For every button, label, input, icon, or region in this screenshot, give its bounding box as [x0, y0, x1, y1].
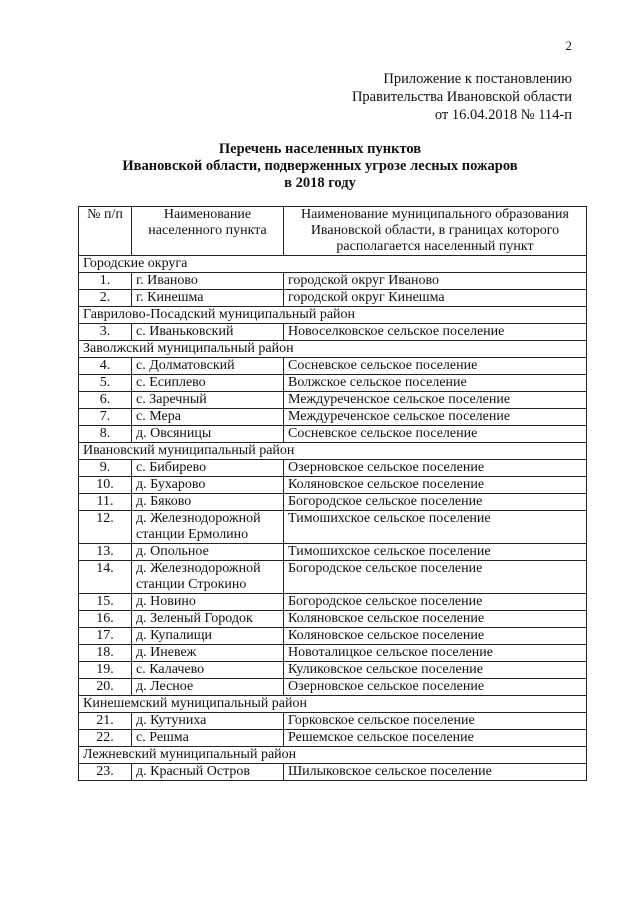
table-section-row: [79, 256, 587, 273]
municipality-name: Междуреченское сельское поселение: [284, 392, 587, 409]
municipality-name: Коляновское сельское поселение: [284, 611, 587, 628]
municipality-name: Горковское сельское поселение: [284, 713, 587, 730]
settlement-name: д. Бухарово: [132, 477, 284, 494]
table-section-row: [79, 443, 587, 460]
table-header-row: [79, 207, 587, 256]
table-row: [79, 679, 587, 696]
settlement-name: д. Лесное: [132, 679, 284, 696]
table-row: [79, 645, 587, 662]
municipality-name: Междуреченское сельское поселение: [284, 409, 587, 426]
page-number: 2: [565, 38, 572, 53]
table-row: [79, 273, 587, 290]
settlement-name: г. Иваново: [132, 273, 284, 290]
table-row: [79, 628, 587, 645]
approval-line: от 16.04.2018 № 114-п: [434, 107, 572, 123]
settlement-name: д. Красный Остров: [132, 764, 284, 781]
section-label: Гаврилово-Посадский муниципальный район: [79, 307, 587, 324]
title-line: Перечень населенных пунктов: [218, 141, 422, 157]
row-number: 8.: [79, 426, 132, 443]
row-number: 20.: [79, 679, 132, 696]
settlement-name: д. Железнодорожной станции Ермолино: [132, 511, 284, 544]
municipality-name: Волжское сельское поселение: [284, 375, 587, 392]
row-number: 15.: [79, 594, 132, 611]
table-row: [79, 392, 587, 409]
table-row: [79, 494, 587, 511]
table-row: [79, 290, 587, 307]
municipality-name: Сосневское сельское поселение: [284, 358, 587, 375]
table-row: [79, 477, 587, 494]
table-section-row: [79, 747, 587, 764]
settlement-name: с. Есиплево: [132, 375, 284, 392]
row-number: 18.: [79, 645, 132, 662]
row-number: 16.: [79, 611, 132, 628]
settlement-name: с. Бибирево: [132, 460, 284, 477]
table-row: [79, 561, 587, 594]
settlement-name: г. Кинешма: [132, 290, 284, 307]
section-label: Кинешемский муниципальный район: [79, 696, 587, 713]
row-number: 3.: [79, 324, 132, 341]
municipality-name: Тимошихское сельское поселение: [284, 544, 587, 561]
table-row: [79, 594, 587, 611]
table-section-row: [79, 341, 587, 358]
row-number: 13.: [79, 544, 132, 561]
row-number: 4.: [79, 358, 132, 375]
table-section-row: [79, 307, 587, 324]
title-line: в 2018 году: [284, 175, 356, 191]
municipality-name: Богородское сельское поселение: [284, 594, 587, 611]
row-number: 17.: [79, 628, 132, 645]
settlement-name: д. Кутуниха: [132, 713, 284, 730]
municipality-name: Новоталицкое сельское поселение: [284, 645, 587, 662]
section-label: Заволжский муниципальный район: [79, 341, 587, 358]
row-number: 14.: [79, 561, 132, 594]
table-section-row: [79, 696, 587, 713]
table-row: [79, 730, 587, 747]
settlement-name: с. Решма: [132, 730, 284, 747]
row-number: 21.: [79, 713, 132, 730]
approval-line: Приложение к постановлению: [383, 71, 572, 87]
row-number: 2.: [79, 290, 132, 307]
municipality-name: Коляновское сельское поселение: [284, 477, 587, 494]
row-number: 1.: [79, 273, 132, 290]
row-number: 23.: [79, 764, 132, 781]
row-number: 12.: [79, 511, 132, 544]
document-title: [0, 141, 640, 192]
settlement-name: д. Новино: [132, 594, 284, 611]
row-number: 6.: [79, 392, 132, 409]
table-row: [79, 713, 587, 730]
settlement-name: с. Калачево: [132, 662, 284, 679]
section-label: Городские округа: [79, 256, 587, 273]
settlement-name: с. Иваньковский: [132, 324, 284, 341]
table-row: [79, 764, 587, 781]
approval-block: [352, 70, 572, 124]
table-row: [79, 375, 587, 392]
settlement-name: д. Купалищи: [132, 628, 284, 645]
municipality-name: Коляновское сельское поселение: [284, 628, 587, 645]
table-row: [79, 324, 587, 341]
section-label: Ивановский муниципальный район: [79, 443, 587, 460]
approval-line: Правительства Ивановской области: [351, 89, 572, 105]
section-label: Лежневский муниципальный район: [79, 747, 587, 764]
municipality-name: Новоселковское сельское поселение: [284, 324, 587, 341]
row-number: 22.: [79, 730, 132, 747]
row-number: 19.: [79, 662, 132, 679]
municipality-name: Богородское сельское поселение: [284, 494, 587, 511]
row-number: 10.: [79, 477, 132, 494]
title-line: Ивановской области, подверженных угрозе лесных пожаров: [122, 158, 518, 174]
row-number: 11.: [79, 494, 132, 511]
settlement-name: д. Бяково: [132, 494, 284, 511]
row-number: 7.: [79, 409, 132, 426]
settlement-name: д. Зеленый Городок: [132, 611, 284, 628]
municipality-name: Решемское сельское поселение: [284, 730, 587, 747]
municipality-name: Тимошихское сельское поселение: [284, 511, 587, 544]
table-row: [79, 460, 587, 477]
table-row: [79, 611, 587, 628]
row-number: 5.: [79, 375, 132, 392]
table-row: [79, 426, 587, 443]
table-row: [79, 511, 587, 544]
settlement-name: с. Мера: [132, 409, 284, 426]
table-body: [79, 256, 587, 781]
municipality-name: Богородское сельское поселение: [284, 561, 587, 594]
table-row: [79, 544, 587, 561]
municipality-name: Шилыковское сельское поселение: [284, 764, 587, 781]
table-row: [79, 358, 587, 375]
municipality-name: Озерновское сельское поселение: [284, 460, 587, 477]
row-number: 9.: [79, 460, 132, 477]
municipality-name: Куликовское сельское поселение: [284, 662, 587, 679]
settlement-name: д. Овсяницы: [132, 426, 284, 443]
header-municipality: Наименование муниципального образования Ивановской области, в границах которого располагается населенный пункт: [284, 207, 587, 256]
table-row: [79, 662, 587, 679]
table-row: [79, 409, 587, 426]
settlement-name: с. Долматовский: [132, 358, 284, 375]
municipality-name: городской округ Иваново: [284, 273, 587, 290]
settlement-name: д. Иневеж: [132, 645, 284, 662]
municipality-name: Сосневское сельское поселение: [284, 426, 587, 443]
settlement-name: д. Железнодорожной станции Строкино: [132, 561, 284, 594]
municipality-name: городской округ Кинешма: [284, 290, 587, 307]
settlements-table: [78, 206, 587, 781]
settlement-name: с. Заречный: [132, 392, 284, 409]
settlement-name: д. Опольное: [132, 544, 284, 561]
municipality-name: Озерновское сельское поселение: [284, 679, 587, 696]
header-settlement: Наименование населенного пункта: [132, 207, 284, 256]
header-number: № п/п: [79, 207, 132, 256]
